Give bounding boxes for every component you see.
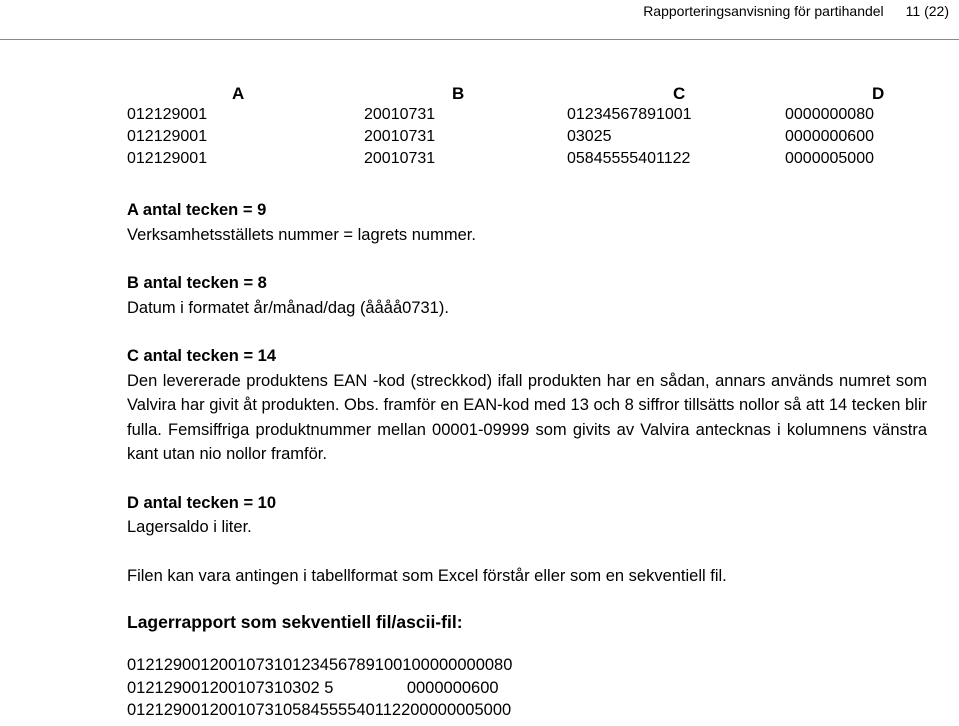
table-cell: 012129001 — [127, 106, 208, 123]
page-number: 11 (22) — [905, 3, 949, 19]
field-b-heading: B antal tecken = 8 — [127, 274, 267, 292]
column-header-b: B — [452, 84, 465, 103]
table-cell: 05845555401122 — [567, 150, 691, 167]
document-title: Rapporteringsanvisning för partihandel — [643, 3, 884, 19]
sequential-line: 012129001200107310584555540112200000005000 — [127, 701, 512, 719]
table-cell: 0000000080 — [785, 106, 874, 123]
table-row — [127, 150, 927, 172]
table-cell: 20010731 — [364, 106, 436, 123]
field-d-heading: D antal tecken = 10 — [127, 493, 277, 512]
field-a-heading: A antal tecken = 9 — [127, 201, 267, 219]
column-header-a: A — [232, 84, 245, 103]
table-cell: 20010731 — [364, 128, 436, 145]
table-cell: 20010731 — [364, 150, 436, 167]
page-header — [643, 3, 949, 19]
field-c-heading: C antal tecken = 14 — [127, 347, 277, 365]
field-b-description: Datum i formatet år/månad/dag (åååå0731). — [127, 298, 449, 317]
file-format-note: Filen kan vara antingen i tabellformat som Excel förstår eller som en sekventiell fil. — [127, 566, 727, 585]
table-cell: 012129001 — [127, 128, 208, 145]
field-d-description: Lagersaldo i liter. — [127, 518, 252, 536]
column-header-d: D — [872, 84, 885, 103]
header-divider — [0, 39, 959, 40]
table-cell: 0000005000 — [785, 150, 874, 167]
section-title: Lagerrapport som sekventiell fil/ascii-fil: — [127, 612, 463, 632]
table-header-row — [127, 84, 927, 106]
table-row — [127, 106, 927, 128]
table-cell: 0000000600 — [785, 128, 874, 145]
field-example-table — [127, 84, 927, 172]
field-descriptions — [127, 198, 927, 635]
field-a-description: Verksamhetsställets nummer = lagrets nummer. — [127, 225, 476, 244]
sequential-line: 012129001200107310123456789100100000000080 — [127, 656, 513, 674]
table-cell: 01234567891001 — [567, 106, 692, 123]
table-row — [127, 128, 927, 150]
sequential-file-example — [127, 654, 512, 722]
column-header-c: C — [673, 84, 686, 103]
table-cell: 012129001 — [127, 150, 208, 167]
field-c-description: Den levererade produktens EAN -kod (streckkod) ifall produkten har en sådan, annars används numret som Valvira har givit åt produkten. Obs. framför en EAN-kod med 13 och 8 siffror tillsätts nollor så att 14 tecken blir fulla. Femsiffriga produktnummer mellan 00001-09999 som givits av Valvira antecknas i kolumnens vänstra kant utan nio nollor framför. — [127, 371, 928, 463]
table-cell: 03025 — [567, 128, 612, 145]
sequential-line: 012129001200107310302 5 0000000600 — [127, 678, 499, 697]
